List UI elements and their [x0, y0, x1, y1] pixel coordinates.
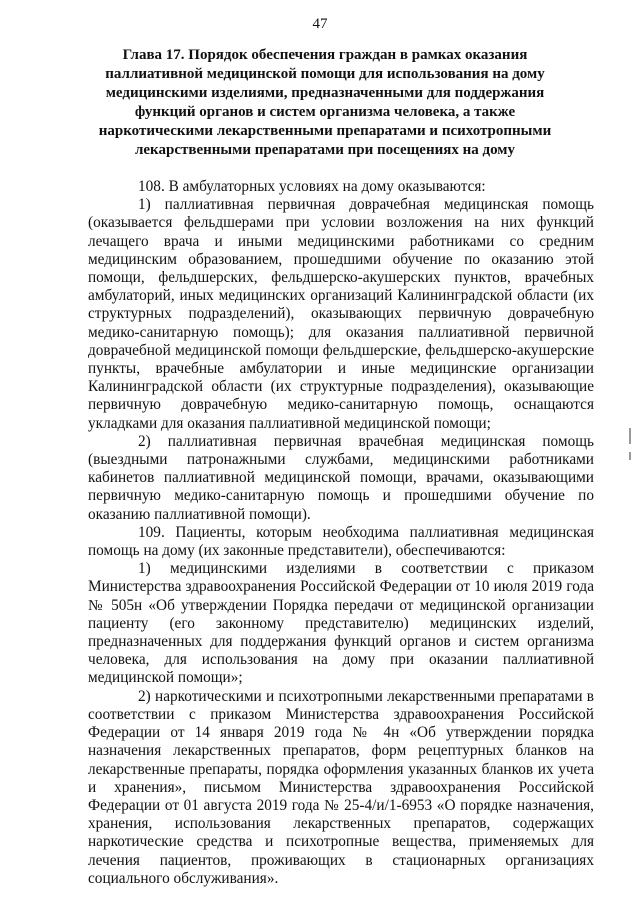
- paragraph-109-intro: 109. Пациенты, которым необходима паллиативная медицинская помощь на дому (их законные представители), обеспечиваются:: [88, 523, 594, 560]
- paragraph-109-item-1: 1) медицинскими изделиями в соответствии с приказом Министерства здравоохранения Российской Федерации от 10 июля 2019 года № 505н «Об утверждении Порядка передачи от медицинской организации пациенту (его законному представителю) медицинских изделий, предназначенных для поддержания функций органов и систем организма человека, для использования на дому при оказании паллиативной медицинской помощи»;: [88, 560, 594, 687]
- paragraph-108-intro: 108. В амбулаторных условиях на дому оказываются:: [138, 178, 486, 195]
- page-number: 47: [312, 16, 328, 32]
- paragraph-108-item-2: 2) паллиативная первичная врачебная медицинская помощь (выездными патронажными службами, медицинскими работниками кабинетов паллиативной медицинской помощи, врачами, оказывающими первичную медико-санитарную помощь и прошедшими обучение по оказанию паллиативной помощи).: [88, 432, 594, 523]
- document-body: [88, 178, 594, 888]
- paragraph-108-item-1: 1) паллиативная первичная доврачебная медицинская помощь (оказывается фельдшерами при условии возложения на них функций лечащего врача и иными медицинскими работниками со средним медицинским образованием, прошедшими обучение по оказанию этой помощи, фельдшерских, фельдшерско-акушерских пунктов, врачебных амбулаторий, иных медицинских организаций Калининградской области (их структурных подразделений), оказывающих первичную доврачебную медико-санитарную помощь); для оказания паллиативной первичной доврачебной медицинской помощи фельдшерские, фельдшерско-акушерские пункты, врачебные амбулатории и иные медицинские организации Калининградской области (их структурные подразделения), оказывающие первичную доврачебную медико-санитарную помощь, оснащаются укладками для оказания паллиативной медицинской помощи;: [88, 196, 594, 432]
- scan-edge-mark: [629, 428, 631, 444]
- paragraph-109-item-2: 2) наркотическими и психотропными лекарственными препаратами в соответствии с приказом Министерства здравоохранения Российской Федерации от 14 января 2019 года № 4н «Об утверждении порядка назначения лекарственных препаратов, форм рецептурных бланков на лекарственные препараты, порядка оформления указанных бланков их учета и хранения», письмом Министерства здравоохранения Российской Федерации от 01 августа 2019 года № 25-4/и/1-6953 «О порядке назначения, хранения, использования лекарственных препаратов, содержащих наркотические средства и психотропные вещества, применяемых для лечения пациентов, проживающих в стационарных организациях социального обслуживания».: [88, 687, 594, 887]
- chapter-title: Глава 17. Порядок обеспечения граждан в рамках оказания паллиативной медицинской помощи для использования на дому медицинскими изделиями, предназначенными для поддержания функций органов и систем организма человека, а также наркотическими лекарственными препаратами и психотропными лекарственными препаратами при посещениях на дому: [98, 47, 552, 158]
- scan-edge-mark: [629, 452, 631, 460]
